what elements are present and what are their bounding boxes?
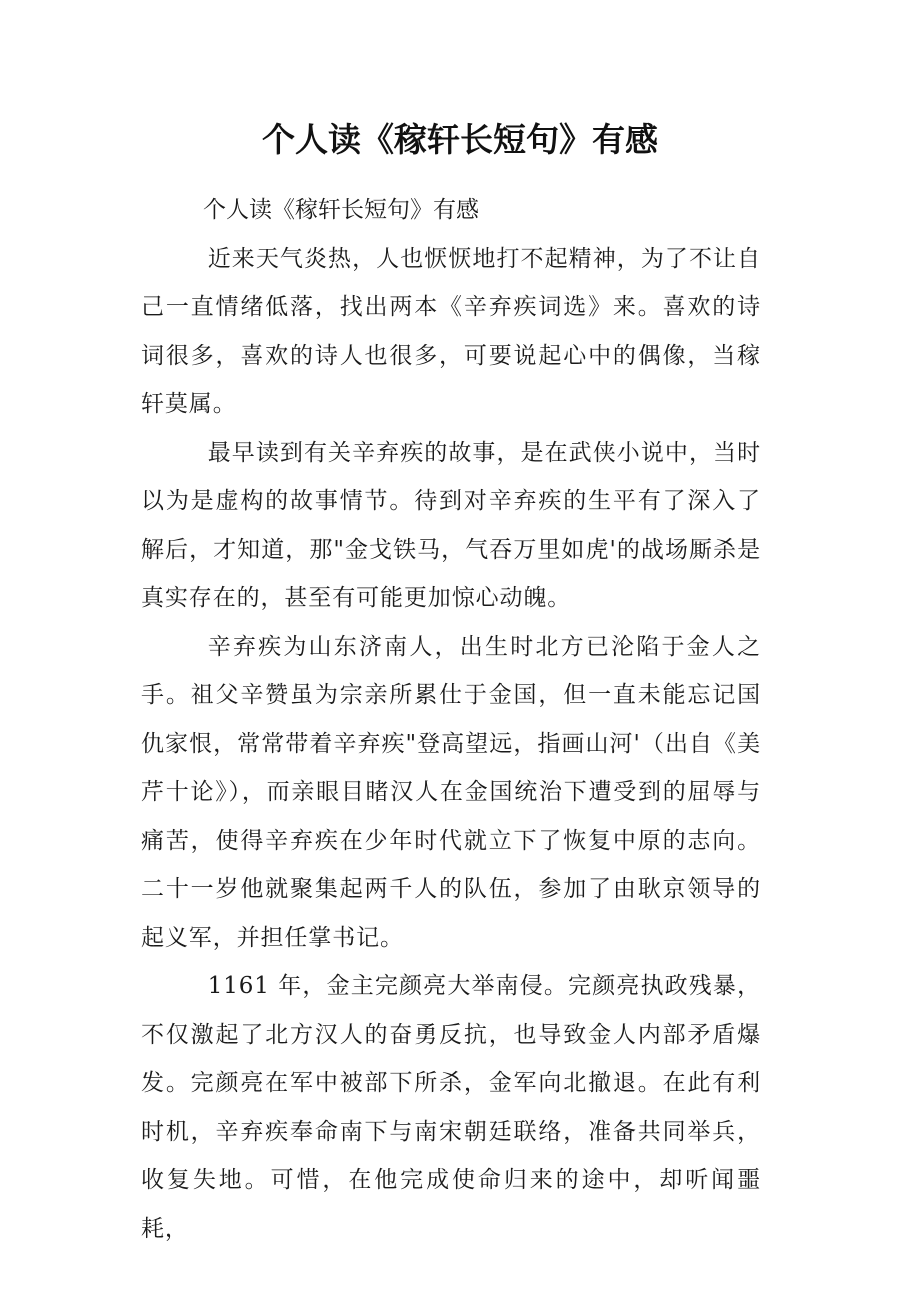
paragraph-3: 辛弃疾为山东济南人，出生时北方已沦陷于金人之手。祖父辛赞虽为宗亲所累仕于金国，但一直未能忘记国仇家恨，常常带着辛弃疾"登高望远，指画山河'（出自《美芹十论》），而亲眼目睹汉人在金国统治下遭受到的屈辱与痛苦，使得辛弃疾在少年时代就立下了恢复中原的志向。二十一岁他就聚集起两千人的队伍，参加了由耿京领导的起义军，并担任掌书记。: [141, 633, 761, 951]
paragraph-4: 1161 年，金主完颜亮大举南侵。完颜亮执政残暴，不仅激起了北方汉人的奋勇反抗，也导致金人内部矛盾爆发。完颜亮在军中被部下所杀，金军向北撤退。在此有利时机，辛弃疾奉命南下与南宋朝廷联络，准备共同举兵，收复失地。可惜，在他完成使命归来的途中，却听闻噩耗，: [141, 973, 761, 1242]
document-subtitle: 个人读《稼轩长短句》有感: [203, 197, 479, 223]
paragraph-1: 近来天气炎热，人也恹恹地打不起精神，为了不让自己一直情绪低落，找出两本《辛弃疾词选》来。喜欢的诗词很多，喜欢的诗人也很多，可要说起心中的偶像，当稼轩莫属。: [141, 245, 761, 417]
document-body: [141, 186, 761, 1253]
paragraph-2: 最早读到有关辛弃疾的故事，是在武侠小说中，当时以为是虚构的故事情节。待到对辛弃疾的生平有了深入了解后，才知道，那"金戈铁马，气吞万里如虎'的战场厮杀是真实存在的，甚至有可能更加惊心动魄。: [141, 439, 761, 611]
document-title: 个人读《稼轩长短句》有感: [262, 120, 658, 159]
